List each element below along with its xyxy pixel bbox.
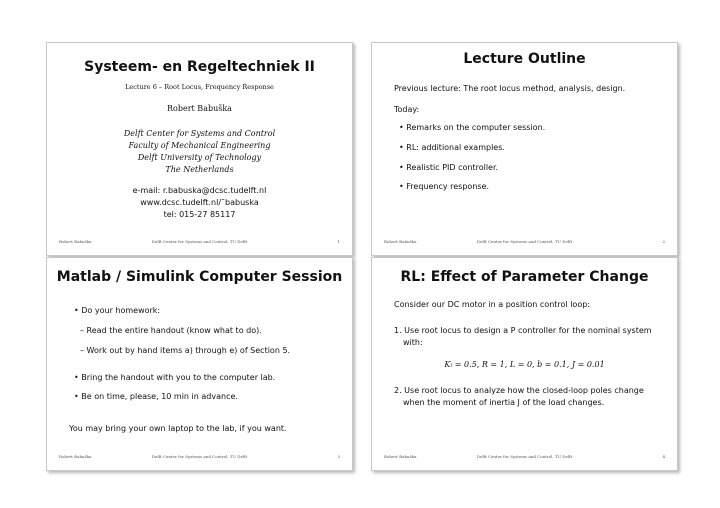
slide-2 [371, 42, 678, 256]
intro-text: Consider our DC motor in a position control loop: [394, 300, 590, 309]
previous-lecture-text: Previous lecture: The root locus method, analysis, design. [394, 84, 626, 93]
tel-text: tel: 015-27 85117 [163, 210, 236, 219]
slide-3 [46, 257, 353, 471]
footer-author: Robert Babuška [59, 454, 92, 459]
numbered-item-1-cont: with: [403, 338, 423, 347]
outline-item: • RL: additional examples. [399, 143, 505, 152]
closing-text: You may bring your own laptop to the lab, if you want. [69, 424, 287, 433]
page-number: 2 [662, 239, 665, 244]
slide-1-footer [59, 239, 340, 247]
footer-author: Robert Babuška [384, 239, 417, 244]
outline-item: • Remarks on the computer session. [399, 123, 546, 132]
numbered-item-2: 2. Use root locus to analyze how the closed-loop poles change [394, 386, 644, 395]
affiliation-line: The Netherlands [165, 165, 234, 174]
slide-3-title: Matlab / Simulink Computer Session [56, 269, 343, 285]
slide-4 [371, 257, 678, 471]
page-number: 3 [337, 454, 340, 459]
parameter-equation: Kₗ = 0.5, R = 1, L = 0, b = 0.1, J = 0.01 [444, 360, 605, 369]
sub-item: – Work out by hand items a) through e) of Section 5. [80, 346, 291, 355]
outline-item: • Realistic PID controller. [399, 163, 499, 172]
slide-3-footer [59, 454, 340, 462]
slide-1-affiliation [47, 128, 352, 176]
slide-4-footer [384, 454, 665, 462]
footer-org: Delft Center for Systems and Control, TU Delft [151, 454, 248, 459]
bullet-item: • Bring the handout with you to the computer lab. [74, 373, 276, 382]
footer-author: Robert Babuška [384, 454, 417, 459]
affiliation-line: Delft University of Technology [137, 153, 262, 162]
today-label: Today: [394, 105, 420, 114]
outline-item: • Frequency response. [399, 182, 490, 191]
slide-1-contact [47, 185, 352, 221]
numbered-item-1: 1. Use root locus to design a P controller for the nominal system [394, 326, 652, 335]
email-text: e-mail: r.babuska@dcsc.tudelft.nl [132, 186, 267, 195]
slide-1-author: Robert Babuška [167, 104, 232, 113]
footer-org: Delft Center for Systems and Control, TU Delft [151, 239, 248, 244]
page-number: 1 [337, 239, 340, 244]
slide-2-title: Lecture Outline [463, 51, 586, 67]
slide-1-title: Systeem- en Regeltechniek II [84, 59, 315, 75]
slide-2-footer [384, 239, 665, 247]
affiliation-line: Faculty of Mechanical Engineering [128, 141, 271, 150]
numbered-item-2-cont: when the moment of inertia J of the load changes. [403, 398, 605, 407]
footer-org: Delft Center for Systems and Control, TU Delft [476, 239, 573, 244]
web-text: www.dcsc.tudelft.nl/˜babuska [140, 198, 259, 207]
slide-1 [46, 42, 353, 256]
affiliation-line: Delft Center for Systems and Control [123, 129, 276, 138]
footer-author: Robert Babuška [59, 239, 92, 244]
bullet-item: • Do your homework: [74, 306, 161, 315]
slide-4-title: RL: Effect of Parameter Change [400, 269, 649, 285]
sub-item: – Read the entire handout (know what to do). [80, 326, 262, 335]
page-number: 4 [662, 454, 665, 459]
slide-1-subtitle: Lecture 6 – Root Locus, Frequency Response [125, 83, 274, 91]
bullet-item: • Be on time, please, 10 min in advance. [74, 392, 238, 401]
footer-org: Delft Center for Systems and Control, TU Delft [476, 454, 573, 459]
